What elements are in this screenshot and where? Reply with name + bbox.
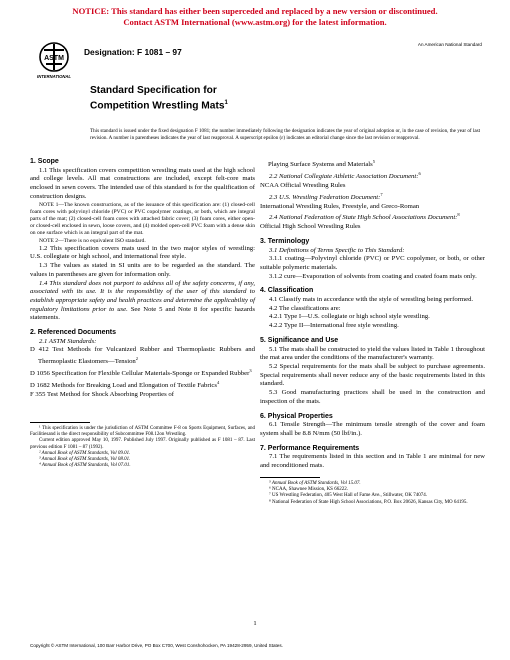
footnote: ⁵ Annual Book of ASTM Standards, Vol 15.07. <box>269 480 361 486</box>
footnote: ¹ This specification is under the jurisdiction of ASTM Committee F-8 on Sports Equipment, Surfaces, and Facilitiesand is the direct responsibility of Subcommittee F08.12on Wrestling. <box>30 425 255 437</box>
ref-f355-cont: Playing Surface Systems and Materials <box>268 161 373 169</box>
para-7-1: 7.1 The requirements listed in this section and in Table 1 are minimal for new and reconditioned mats. <box>260 453 485 470</box>
title-footnote-mark: 1 <box>224 100 228 106</box>
document-title <box>90 85 228 112</box>
para-3-1-2: 3.1.2 cure—Evaporation of solvents from coating and coated foam mats only. <box>269 272 477 280</box>
notice-line-2: Contact ASTM International (www.astm.org) for the latest information. <box>123 17 387 27</box>
ref-d1682-fn: 4 <box>217 380 220 386</box>
para-5-3: 5.3 Good manufacturing practices shall be used in the construction and inspection of the mats. <box>260 389 485 405</box>
para-2-4-fn: 8 <box>457 212 460 218</box>
para-5-1: 5.1 The mats shall be constructed to yield the values listed in Table 1 throughout the mat area under the conditions of the manufacturer's warranty. <box>260 345 485 362</box>
logo-text: INTERNATIONAL <box>37 74 71 79</box>
footnote: ² Annual Book of ASTM Standards, Vol 09.01. <box>39 450 131 456</box>
para-5-2: 5.2 Special requirements for the mats shall be subject to purchase agreements. Special requirements shall never reduce any of the basic requirements listed in this standard. <box>260 363 485 388</box>
para-1-4-tail: See Note 5 and Note 8 for specific hazards statements. <box>30 305 255 322</box>
ref-intl: International Wrestling Rules, Freestyle, and Greco-Roman <box>260 202 420 210</box>
ref-hs: Official High School Wrestling Rules <box>260 223 361 231</box>
footnote: ³ Annual Book of ASTM Standards, Vol 08.01. <box>39 457 131 463</box>
section-4-heading: 4. Classification <box>260 287 314 295</box>
para-3-1: 3.1 Definitions of Terms Specific to This Standard: <box>269 246 405 254</box>
para-2-3: 2.3 U.S. Wrestling Federation Document: <box>269 193 381 201</box>
para-2-2: 2.2 National Collegiate Athletic Association Document: <box>269 173 419 181</box>
para-2-2-fn: 6 <box>418 170 421 176</box>
para-2-3-fn: 7 <box>380 191 383 197</box>
para-2-4: 2.4 National Federation of State High School Associations Document: <box>269 214 458 222</box>
ref-f355: F 355 Test Method for Shock Absorbing Properties of <box>30 390 174 398</box>
note-1: NOTE 1—The known constructions, as of the issuance of this specification are: (1) closed-cell foam cores with polyvinyl chloride (PVC) or PVC copolymer coatings, or both, which are integral parts of the mat; (2) closed-cell foam cores with attached fabric cover; (3) foam cores, either open- or closed-cell enclosed in sewn, loose covers, and (4) molded open-cell PVC foam with a dense skin on one surface which is an integral part of the mat. <box>30 201 255 237</box>
footnote: ⁸ National Federation of State High School Associations, P.O. Box 20626, Kansas City, MO 64195. <box>269 499 468 505</box>
para-1-2: 1.2 This specification covers mats used in the two major styles of wrestling: U.S. collegiate or high school, and international free style. <box>30 244 255 261</box>
para-6-1: 6.1 Tensile Strength—The minimum tensile strength of the cover and foam system shall be 8.8 N/mm (50 lbf/in.). <box>260 421 485 437</box>
section-1-heading: 1. Scope <box>30 158 59 165</box>
footnote: Current edition approved May 10, 1997. Published July 1997. Originally published as F 1081 – 87. Last previous edition F 1081 – 87 (1992). <box>30 438 255 450</box>
footnote: ⁶ NCAA, Shawnee Mission, KS 66222. <box>269 487 348 493</box>
ref-f355-fn: 5 <box>372 159 376 164</box>
note-2: NOTE 2—There is no equivalent ISO standard. <box>39 237 146 244</box>
ref-d412: D 412 Test Methods for Vulcanized Rubber and Thermoplastic Rubbers and Thermoplastic Elastomers—Tension <box>30 346 255 366</box>
section-7-heading: 7. Performance Requirements <box>260 444 360 452</box>
copyright-footer: Copyright © ASTM International, 100 Barr Harbor Drive, PO Box C700, West Conshohocken, PA 19428-2959, United States. <box>30 643 283 648</box>
title-line-1: Standard Specification for <box>90 85 217 96</box>
svg-text:ASTM: ASTM <box>44 55 64 62</box>
section-5-heading: 5. Significance and Use <box>260 336 339 344</box>
para-1-1: 1.1 This specification covers competition wrestling mats used at the high school and college levels. All mat constructions are included, except felt-core mats enclosed in sewn covers. The intended use of this standard is for the qualification of construction designs. <box>30 166 255 200</box>
para-1-3: 1.3 The values as stated in SI units are to be regarded as the standard. The values in parentheses are given for information only. <box>30 262 255 278</box>
para-4-2: 4.2 The classifications are: <box>269 304 341 312</box>
para-4-2-1: 4.2.1 Type I—U.S. collegiate or high school style wrestling. <box>269 313 430 321</box>
footnote-rule-left <box>30 422 90 423</box>
right-column <box>260 158 485 506</box>
ref-d1682: D 1682 Methods for Breaking Load and Elongation of Textile Fabrics <box>30 382 217 390</box>
para-3-1-1: 3.1.1 coating—Polyvinyl chloride (PVC) or PVC copolymer, or both, or other suitable polymeric materials. <box>260 255 485 271</box>
designation: Designation: F 1081 – 97 <box>84 47 182 57</box>
para-4-2-2: 4.2.2 Type II—International free style wrestling. <box>269 322 399 330</box>
preamble: This standard is issued under the fixed designation F 1081; the number immediately following the designation indicates the year of original adoption or, in the case of revision, the year of last revision. A number in parentheses indicates the year of last reapproval. A superscript epsilon (ε) indicates an editorial change since the last revision or reapproval. <box>90 128 480 141</box>
page-number: 1 <box>253 620 257 627</box>
footnote-rule-right <box>260 477 320 478</box>
ref-d1056: D 1056 Specification for Flexible Cellular Materials-Sponge or Expanded Rubber <box>30 370 250 378</box>
left-column <box>30 158 255 470</box>
astm-logo <box>32 40 76 82</box>
ref-ncaa: NCAA Official Wrestling Rules <box>260 181 346 189</box>
ref-d1056-fn: 3 <box>249 368 252 374</box>
title-line-2: Competition Wrestling Mats <box>90 100 225 112</box>
publisher-label: An American National Standard <box>417 42 482 47</box>
section-2-heading: 2. Referenced Documents <box>30 329 116 337</box>
footnote: ⁷ US Wrestling Federation, 405 West Hall of Fame Ave., Stillwater, OK 74074. <box>269 493 428 499</box>
notice-line-1: NOTICE: This standard has either been superceded and replaced by a new version or discontinued. <box>72 6 438 16</box>
para-1-4-italic: 1.4 This standard does not purport to address all of the safety concerns, if any, associated with its use. It is the responsibility of the user of this standard to establish appropriate safety and health practices and determine the applicability of regulatory limitations prior to use. <box>30 279 255 313</box>
footnotes-right <box>260 481 485 506</box>
para-2-1: 2.1 ASTM Standards: <box>39 337 97 345</box>
para-4-1: 4.1 Classify mats in accordance with the style of wrestling being performed. <box>269 296 474 304</box>
footnotes-left <box>30 426 255 470</box>
section-6-heading: 6. Physical Properties <box>260 412 333 420</box>
section-3-heading: 3. Terminology <box>260 237 310 245</box>
footnote: ⁴ Annual Book of ASTM Standards, Vol 07.01. <box>39 463 131 469</box>
ref-d412-fn: 2 <box>135 356 139 362</box>
supersede-notice <box>0 6 510 28</box>
